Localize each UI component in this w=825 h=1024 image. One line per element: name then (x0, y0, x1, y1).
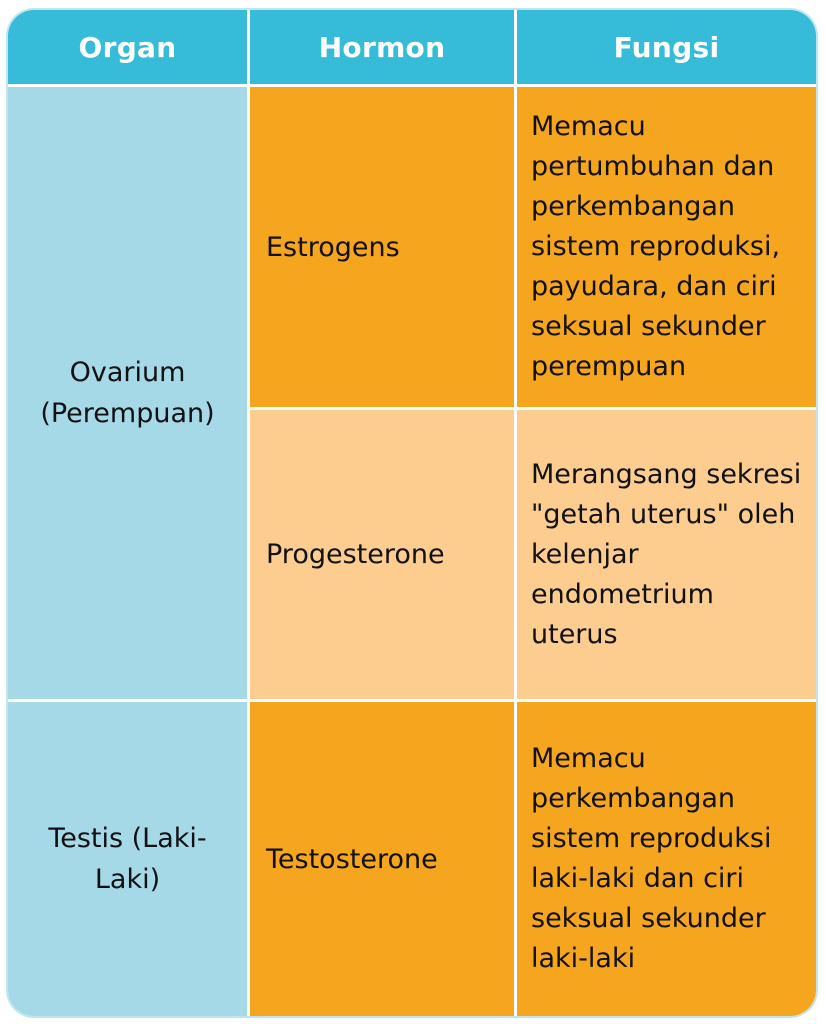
hormone-table (8, 10, 816, 1016)
header-organ: Organ (8, 10, 247, 84)
organ-cell-testis: Testis (Laki-Laki) (8, 702, 247, 1016)
fungsi-cell-testosterone: Memacu perkembangan sistem reproduksi laki-laki dan ciri seksual sekunder laki-laki (517, 702, 816, 1016)
fungsi-cell-progesterone: Merangsang sekresi "getah uterus" oleh kelenjar endometrium uterus (517, 410, 816, 699)
fungsi-cell-estrogens: Memacu pertumbuhan dan perkembangan sistem reproduksi, payudara, dan ciri seksual sekunder perempuan (517, 87, 816, 407)
header-hormon: Hormon (250, 10, 514, 84)
hormon-cell-estrogens: Estrogens (250, 87, 514, 407)
header-fungsi: Fungsi (517, 10, 816, 84)
hormon-cell-progesterone: Progesterone (250, 410, 514, 699)
organ-cell-ovarium: Ovarium (Perempuan) (8, 87, 247, 699)
hormon-cell-testosterone: Testosterone (250, 702, 514, 1016)
